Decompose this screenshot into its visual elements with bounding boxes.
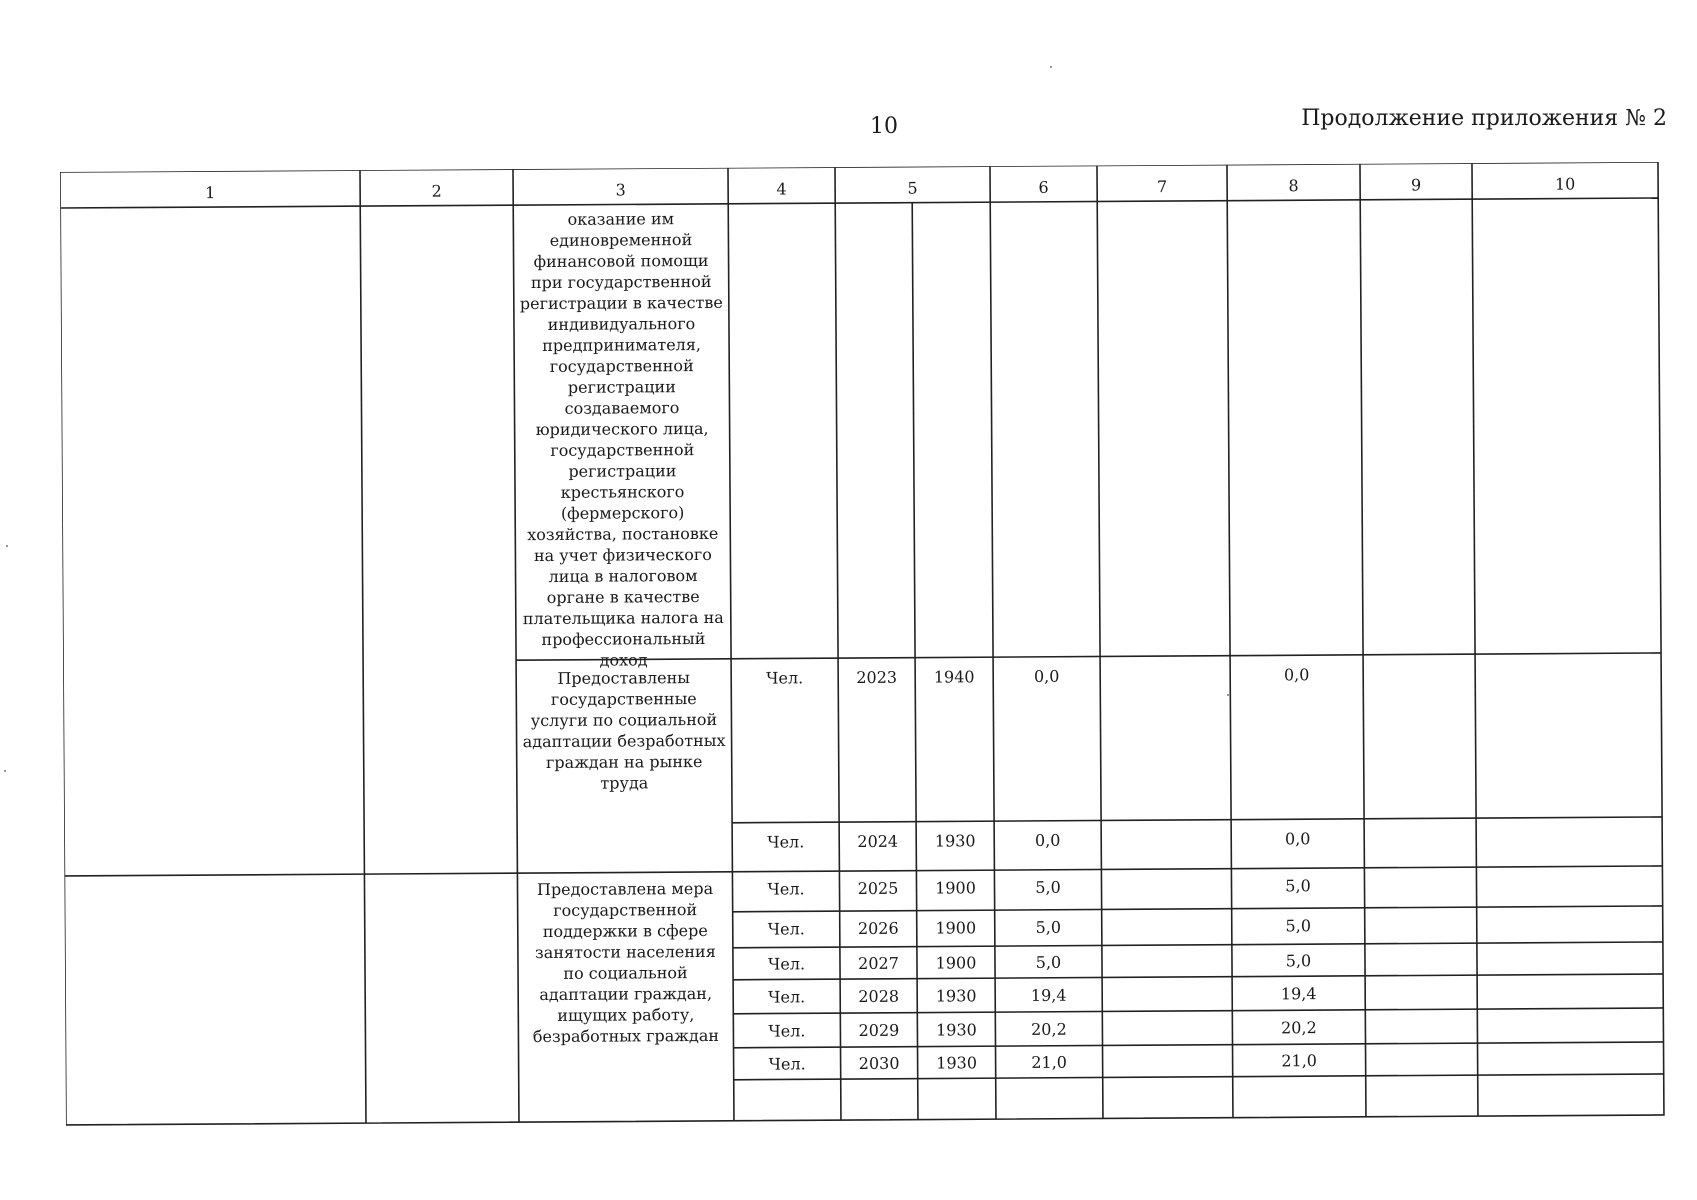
year-cell: 2027 (858, 953, 899, 974)
column-header: 7 (1156, 177, 1168, 197)
unit-cell: Чел. (767, 919, 805, 939)
scan-speck (1050, 66, 1052, 68)
year-cell: 2028 (858, 986, 900, 1006)
column-6-cell: 19,4 (1030, 985, 1067, 1005)
value-cell: 1940 (933, 667, 975, 687)
column-8-cell: 0,0 (1283, 665, 1310, 685)
appendix-continuation-heading: Продолжение приложения № 2 (1301, 106, 1667, 131)
unit-cell: Чел. (768, 1054, 806, 1074)
unit-cell: Чел. (766, 668, 804, 688)
year-cell: 2029 (858, 1020, 900, 1040)
value-cell: 1930 (935, 986, 977, 1006)
value-cell: 1930 (935, 1020, 977, 1040)
scan-speck (1227, 694, 1229, 696)
column-header: 6 (1038, 177, 1049, 197)
value-cell: 1900 (935, 878, 976, 898)
unit-cell: Чел. (767, 879, 805, 899)
column-header: 8 (1288, 176, 1299, 196)
column-6-cell: 5,0 (1035, 917, 1062, 937)
column-header: 3 (615, 180, 626, 200)
measure-description-cell: оказание им единовременной финансовой помощи при государственной регистрации в качестве индивидуального предпринимателя, государственной регистрации создаваемого юридического лица, государственной регистрации крестьянского (фермерского) хозяйства, постановке на учет физического лица в налоговом органе в качестве плательщика налога на профессиональный доход (519, 209, 724, 670)
result-description-cell: Предоставлена мера государственной поддержки в сфере занятости населения по социальной адаптации граждан, ищущих работу, безработных граждан (532, 878, 720, 1047)
column-8-cell: 21,0 (1281, 1051, 1317, 1071)
table-grid (60, 162, 1666, 1127)
column-header: 5 (907, 178, 918, 198)
column-6-cell: 21,0 (1031, 1052, 1067, 1072)
unit-cell: Чел. (767, 954, 806, 974)
column-8-cell: 5,0 (1285, 916, 1312, 936)
result-description-cell: Предоставлены государственные услуги по социальной адаптации безработных граждан на рынке труда (522, 668, 726, 793)
column-8-cell: 19,4 (1280, 984, 1317, 1004)
year-cell: 2030 (858, 1053, 900, 1073)
page-number: 10 (870, 114, 898, 139)
scan-speck (6, 545, 8, 547)
column-6-cell: 5,0 (1035, 952, 1062, 972)
column-header: 4 (776, 179, 787, 199)
scan-speck (4, 770, 6, 772)
year-cell: 2026 (857, 918, 899, 939)
column-6-cell: 0,0 (1034, 830, 1061, 850)
column-header: 9 (1410, 175, 1422, 195)
year-cell: 2024 (857, 831, 899, 852)
unit-cell: Чел. (768, 1021, 806, 1041)
value-cell: 1900 (935, 918, 977, 938)
column-6-cell: 20,2 (1031, 1019, 1067, 1039)
column-8-cell: 0,0 (1284, 829, 1311, 849)
column-8-cell: 5,0 (1285, 876, 1311, 896)
year-cell: 2023 (856, 667, 898, 688)
unit-cell: Чел. (768, 987, 806, 1007)
column-8-cell: 5,0 (1285, 951, 1312, 971)
column-header: 10 (1554, 174, 1576, 194)
value-cell: 1930 (936, 1053, 978, 1073)
column-6-cell: 0,0 (1033, 666, 1060, 686)
column-6-cell: 5,0 (1035, 877, 1061, 897)
indicators-table (60, 162, 1666, 1127)
column-8-cell: 20,2 (1281, 1018, 1317, 1038)
unit-cell: Чел. (767, 832, 805, 852)
column-header: 1 (204, 183, 216, 203)
value-cell: 1900 (935, 953, 977, 973)
value-cell: 1930 (934, 831, 976, 851)
column-header: 2 (431, 181, 442, 201)
year-cell: 2025 (857, 878, 899, 899)
